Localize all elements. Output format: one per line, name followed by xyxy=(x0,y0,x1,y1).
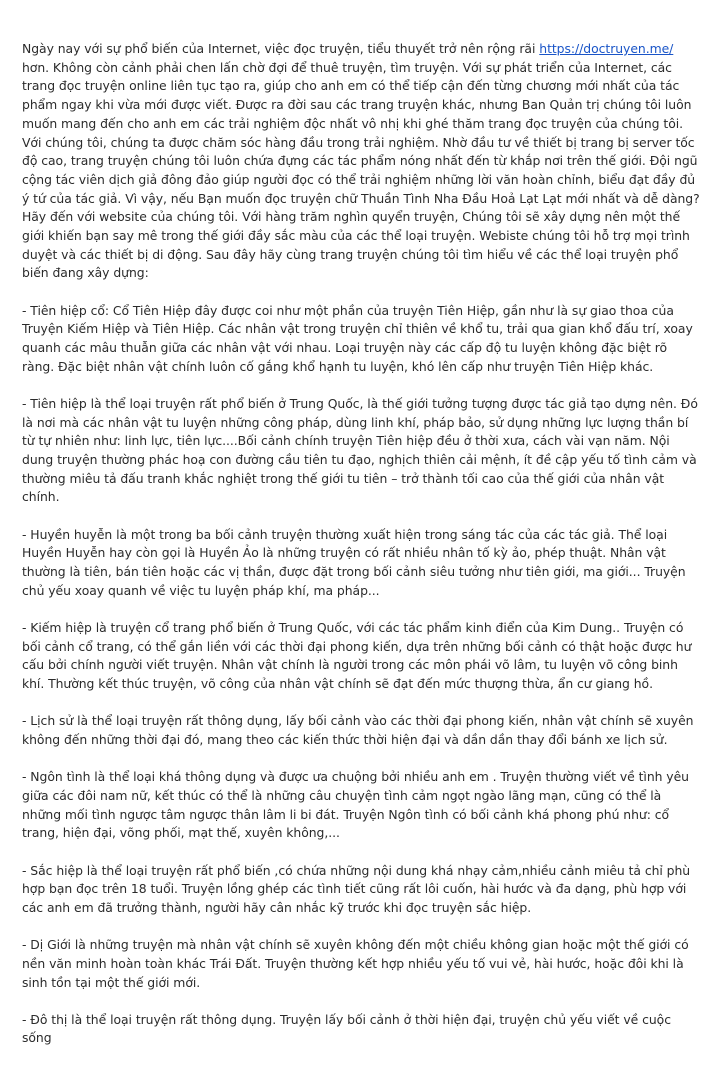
genre-paragraph-sac-hiep: - Sắc hiệp là thể loại truyện rất phổ biến ,có chứa những nội dung khá nhạy cảm,nhiều cảnh miêu tả chỉ phù hợp bạn đọc trên 18 tuổi. Truyện lồng ghép các tình tiết cũng rất lôi cuốn, hài hước và đa dạng, phù hợp với các anh em đã trưởng thành, người hãy cân nhắc kỹ trước khi đọc truyện sắc hiệp. xyxy=(22,862,691,915)
genre-paragraph-di-gioi: - Dị Giới là những truyện mà nhân vật chính sẽ xuyên không đến một chiều không gian hoặc một thế giới có nền văn minh hoàn toàn khác Trái Đất. Truyện thường kết hợp nhiều yếu tố vui vẻ, hài hước, hoặc đôi khi là sinh tồn tại một thế giới mới. xyxy=(22,937,689,990)
intro-paragraph xyxy=(22,40,700,283)
intro-text-after-link: hơn. Không còn cảnh phải chen lấn chờ đợi để thuê truyện, tìm truyện. Với sự phát triển của Internet, các trang đọc truyện online liên tục tạo ra, giúp cho anh em có thể tiếp cận đến từng chương mới nhất của tác phẩm ngay khi vừa mới được viết. Được ra đời sau các trang truyện khác, nhưng Ban Quản trị chúng tôi luôn muốn mang đến cho anh em các trải nghiệm độc nhất vô nhị khi ghé thăm trang đọc truyện của chúng tôi. Với chúng tôi, chúng ta được chăm sóc hàng đầu trong trải nghiệm. Nhờ đầu tư về thiết bị trang bị server tốc độ cao, trang truyện chúng tôi luôn chứa đựng các tác phẩm nóng nhất đến từ khắp nơi trên thế giới. Đội ngũ cộng tác viên dịch giả đông đảo giúp người đọc có thể trải nghiệm những lời văn hoàn chỉnh, biểu đạt đầy đủ ý tứ của tác giả. Vì vậy, nếu Bạn muốn đọc truyện chữ Thuần Tình Nha Đầu Hoả Lạt Lạt mới nhất và dễ dàng? Hãy đến với website của chúng tôi. Với hàng trăm nghìn quyển truyện, Chúng tôi sẽ xây dựng nên một thế giới khiến bạn say mê trong thế giới đầy sắc màu của các thể loại truyện. Webiste chúng tôi hỗ trợ mọi trình duyệt và các thiết bị di động. Sau đây hãy cùng trang truyện chúng tôi tìm hiểu về các thể loại truyện phổ biến đang xây dựng: xyxy=(22,59,700,281)
doctruyen-link[interactable]: https://doctruyen.me/ xyxy=(539,41,674,56)
genre-paragraph-kiem-hiep: - Kiếm hiệp là truyện cổ trang phổ biến ở Trung Quốc, với các tác phẩm kinh điển của Kim Dung.. Truyện có bối cảnh cổ trang, có thể gắn liền với các thời đại phong kiến, dựa trên những bối cảnh có thật hoặc được hư cấu bởi chính người viết truyện. Nhân vật chính là người trong các môn phái võ lâm, tu luyện võ công binh khí. Thường kết thúc truyện, võ công của nhân vật chính sẽ đạt đến mức thượng thừa, ẩn cư giang hồ. xyxy=(22,619,692,692)
intro-text-before-link: Ngày nay với sự phổ biến của Internet, việc đọc truyện, tiểu thuyết trở nên rộng rãi xyxy=(22,41,540,56)
genre-paragraph-lich-su: - Lịch sử là thể loại truyện rất thông dụng, lấy bối cảnh vào các thời đại phong kiến, nhân vật chính sẽ xuyên không đến những thời đại đó, mang theo các kiến thức thời hiện đại và dần dần thay đổi bánh xe lịch sử. xyxy=(22,713,694,747)
genre-paragraph-do-thi: - Đô thị là thể loại truyện rất thông dụng. Truyện lấy bối cảnh ở thời hiện đại, truyện chủ yếu viết về cuộc sống xyxy=(22,1011,671,1046)
genre-paragraph-huyen-huyen: - Huyền huyễn là một trong ba bối cảnh truyện thường xuất hiện trong sáng tác của các tác giả. Thể loại Huyền Huyễn hay còn gọi là Huyền Ảo là những truyện có rất nhiều nhân tố kỳ ảo, phép thuật. Nhân vật thường là tiên, bán tiên hoặc các vị thần, được đặt trong bối cảnh siêu tưởng như tiên giới, ma giới... Truyện chủ yếu xoay quanh về việc tu luyện pháp khí, ma pháp... xyxy=(22,526,686,598)
genre-paragraph-ngon-tinh: - Ngôn tình là thể loại khá thông dụng và được ưa chuộng bởi nhiều anh em . Truyện thường viết về tình yêu giữa các đôi nam nữ, kết thúc có thể là những câu chuyện tình cảm ngọt ngào lãng mạn, cũng có thể là những mối tình ngược tâm ngược thân lâm li bi đát. Truyện Ngôn tình có bối cảnh khá phong phú như: cổ trang, hiện đại, võng phối, mạt thế, xuyên không,... xyxy=(22,769,689,841)
document-body xyxy=(22,40,700,1067)
genre-paragraph-tien-hiep: - Tiên hiệp là thể loại truyện rất phổ biến ở Trung Quốc, là thế giới tưởng tượng được tác giả tạo dựng nên. Đó là nơi mà các nhân vật tu luyện những công pháp, dùng linh khí, pháp bảo, sử dụng những lực lượng thần bí từ tự nhiên như: linh lực, tiên lực....Bối cảnh chính truyện Tiên hiệp đều ở thời xưa, cách vài vạn năm. Nội dung truyện thường phác hoạ con đường cầu tiên tu đạo, nghịch thiên cải mệnh, ít đề cập yếu tố tình cảm và thường miêu tả đấu tranh khắc nghiệt trong thế giới tu tiên – trở thành tối cao của thế giới của nhân vật chính. xyxy=(22,395,698,505)
genre-paragraph-tien-hiep-co: - Tiên hiệp cổ: Cổ Tiên Hiệp đây được coi như một phần của truyện Tiên Hiệp, gần như là sự giao thoa của Truyện Kiếm Hiệp và Tiên Hiệp. Các nhân vật trong truyện chỉ thiên về khổ tu, trải qua gian khổ đấu trí, xoay quanh các mâu thuẫn giữa các nhân vật với nhau. Loại truyện này các cấp độ tu luyện không đặc biệt rõ ràng. Đặc biệt nhân vật chính luôn cố gắng khổ hạnh tu luyện, khó lên cấp như truyện Tiên Hiệp khác. xyxy=(22,302,693,374)
